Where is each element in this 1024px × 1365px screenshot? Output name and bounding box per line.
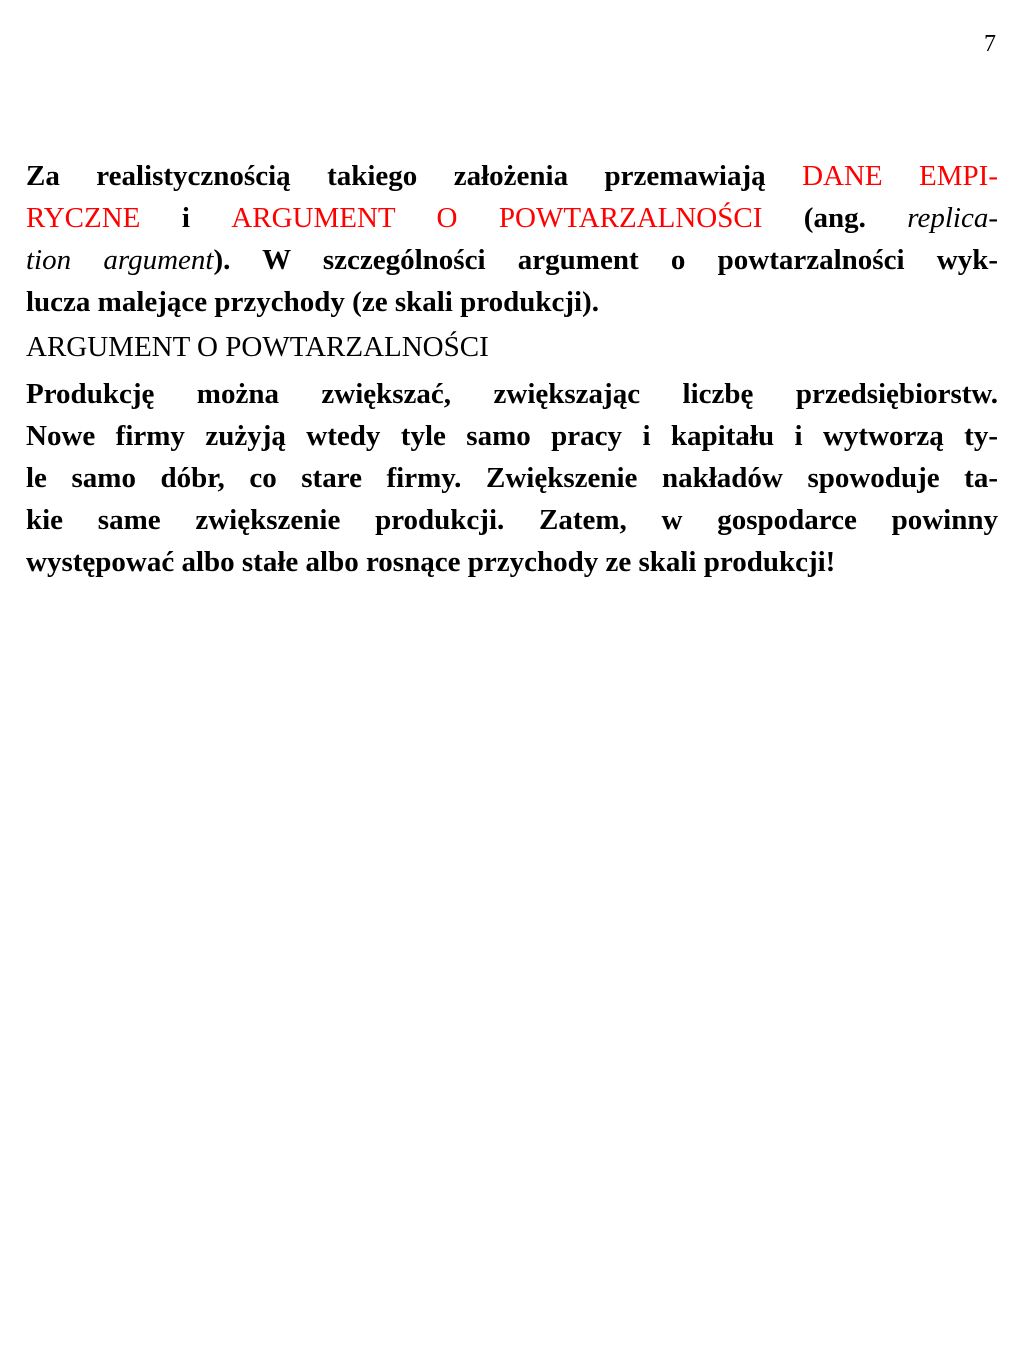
section-heading: ARGUMENT O POWTARZALNOŚCI xyxy=(26,331,489,363)
highlight-dane-empiryczne-part2: RYCZNE xyxy=(26,202,141,234)
paragraph-intro-line-2 xyxy=(26,197,998,239)
paragraph-argument-line-4: kie same zwiększenie produkcji. Zatem, w gospodarce powinny xyxy=(26,504,998,536)
paragraph-intro-line-4: lucza malejące przychody (ze skali produkcji). xyxy=(26,286,599,318)
replication-term-part2: tion argument xyxy=(26,244,214,276)
paragraph-intro-line-1 xyxy=(26,155,998,197)
replication-term-part1: replica- xyxy=(907,202,998,234)
ang-text: (ang. xyxy=(762,202,908,234)
paragraph-intro xyxy=(26,155,998,323)
highlight-dane-empiryczne-part1: DANE EMPI- xyxy=(802,160,998,192)
paragraph-argument-line-1: Produkcję można zwiększać, zwiększając liczbę przedsiębiorstw. xyxy=(26,378,998,410)
intro-text-continued: ). W szczególności argument o powtarzalności wyk- xyxy=(213,244,998,276)
paragraph-argument xyxy=(26,373,998,583)
paragraph-argument-line-2: Nowe firmy zużyją wtedy tyle samo pracy i kapitału i wytworzą ty- xyxy=(26,420,998,452)
document-body xyxy=(26,155,998,583)
intro-text: Za realistycznością takiego założenia przemawiają xyxy=(26,160,803,192)
paragraph-intro-line-3 xyxy=(26,239,998,281)
page-number: 7 xyxy=(984,31,996,57)
conjunction-text: i xyxy=(140,202,232,234)
highlight-argument-powtarzalnosci: ARGUMENT O POWTARZALNOŚCI xyxy=(231,202,763,234)
paragraph-argument-line-5: występować albo stałe albo rosnące przychody ze skali produkcji! xyxy=(26,546,836,578)
paragraph-argument-line-3: le samo dóbr, co stare firmy. Zwiększenie nakładów spowoduje ta- xyxy=(26,462,998,494)
